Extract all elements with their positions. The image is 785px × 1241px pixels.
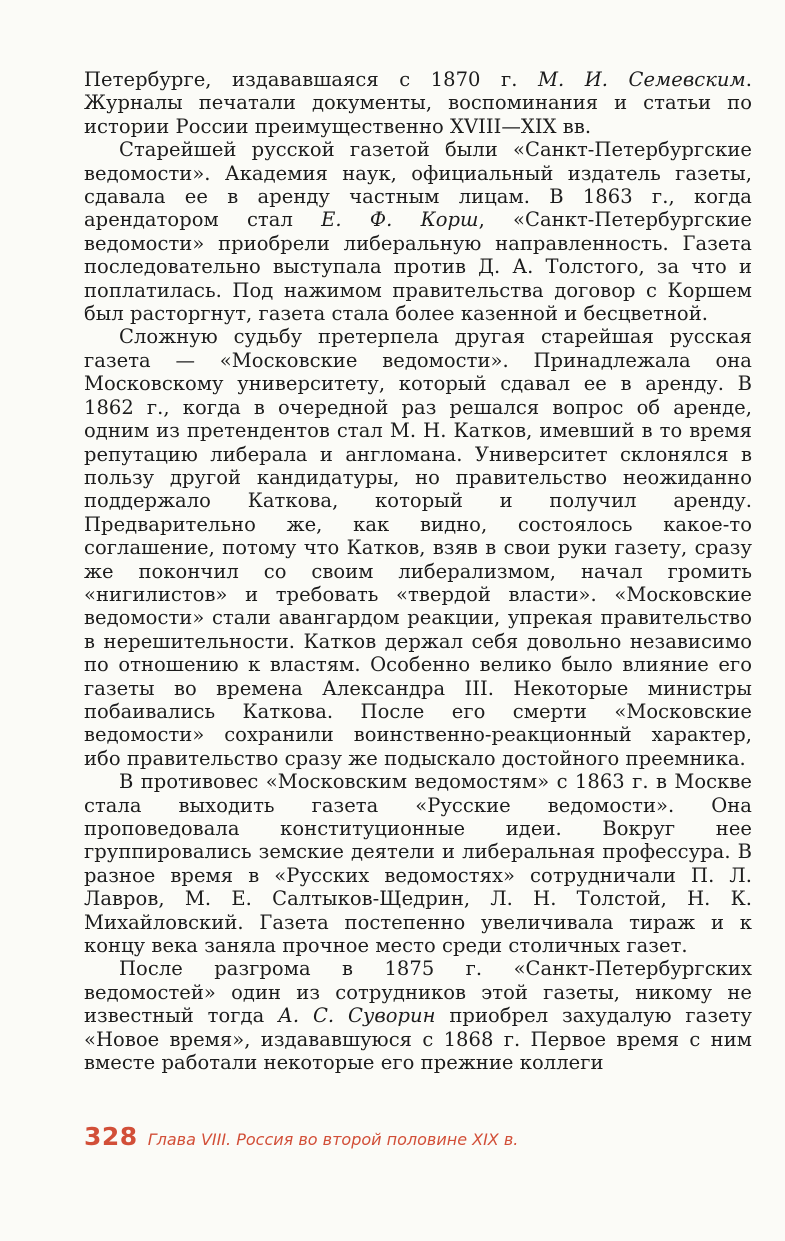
paragraph-1-text-1: Петербурге, издававшаяся с 1870 г.	[84, 68, 538, 91]
paragraph-5	[84, 957, 752, 1074]
author-name-semevsky: М. И. Семевским	[537, 68, 746, 91]
running-head: Глава VIII. Россия во второй половине XIX в.	[147, 1130, 519, 1149]
paragraph-3-text: Сложную судьбу претерпела другая старейшая русская газета — «Московские ведомости». Принадлежала она Московскому университету, который сдавал ее в аренду. В 1862 г., когда в очередной раз решался вопрос об аренде, одним из претендентов стал М. Н. Катков, имевший в то время репутацию либерала и англомана. Университет склонялся в пользу другой кандидатуры, но правительство неожиданно поддержало Каткова, который и получил аренду. Предварительно же, как видно, состоялось какое-то соглашение, потому что Катков, взяв в свои руки газету, сразу же покончил со своим либерализмом, начал громить «нигилистов» и требовать «твердой власти». «Московские ведомости» стали авангардом реакции, упрекая правительство в нерешительности. Катков держал себя довольно независимо по отношению к властям. Особенно велико было влияние его газеты во времена Александра III. Некоторые министры побаивались Каткова. После его смерти «Московские ведомости» сохранили воинственно-реакционный характер, ибо правительство сразу же подыскало достойного преемника.	[84, 325, 752, 770]
paragraph-2-text-1: Старейшей русской газетой были «Санкт-Петербургские ведомости». Академия наук, официальный издатель газеты, сдавала ее в аренду частным лицам. В 1863 г., когда арендатором стал	[84, 138, 752, 232]
page-number: 328	[84, 1122, 138, 1151]
paragraph-5-text-2: приобрел захудалую газету «Новое время», издававшуюся с 1868 г. Первое время с ним вместе работали некоторые его прежние коллеги	[84, 1004, 752, 1075]
author-name-suvorin: А. С. Суворин	[278, 1004, 436, 1028]
paragraph-4	[84, 770, 752, 957]
paragraph-2	[84, 138, 752, 325]
paragraph-1-text-2: . Журналы печатали документы, воспоминания и статьи по истории России преимущественно XVIII—XIX вв.	[84, 68, 752, 138]
page-footer	[84, 1122, 518, 1151]
author-name-korsh: Е. Ф. Корш	[321, 208, 479, 232]
paragraph-5-text-1: После разгрома в 1875 г. «Санкт-Петербургских ведомостей» один из сотрудников этой газеты, никому не известный тогда	[84, 957, 752, 1028]
paragraph-1	[84, 68, 752, 138]
paragraph-2-text-2: , «Санкт-Петербургские ведомости» приобрели либеральную направленность. Газета последовательно выступала против Д. А. Толстого, за что и поплатилась. Под нажимом правительства договор с Коршем был расторгнут, газета стала более казенной и бесцветной.	[84, 208, 752, 326]
paragraph-3	[84, 325, 752, 770]
paragraph-4-text: В противовес «Московским ведомостям» с 1863 г. в Москве стала выходить газета «Русские ведомости». Она проповедовала конституционные идеи. Вокруг нее группировались земские деятели и либеральная профессура. В разное время в «Русских ведомостях» сотрудничали П. Л. Лавров, М. Е. Салтыков-Щедрин, Л. Н. Толстой, Н. К. Михайловский. Газета постепенно увеличивала тираж и к концу века заняла прочное место среди столичных газет.	[84, 770, 752, 958]
page-text-block	[84, 68, 752, 1074]
